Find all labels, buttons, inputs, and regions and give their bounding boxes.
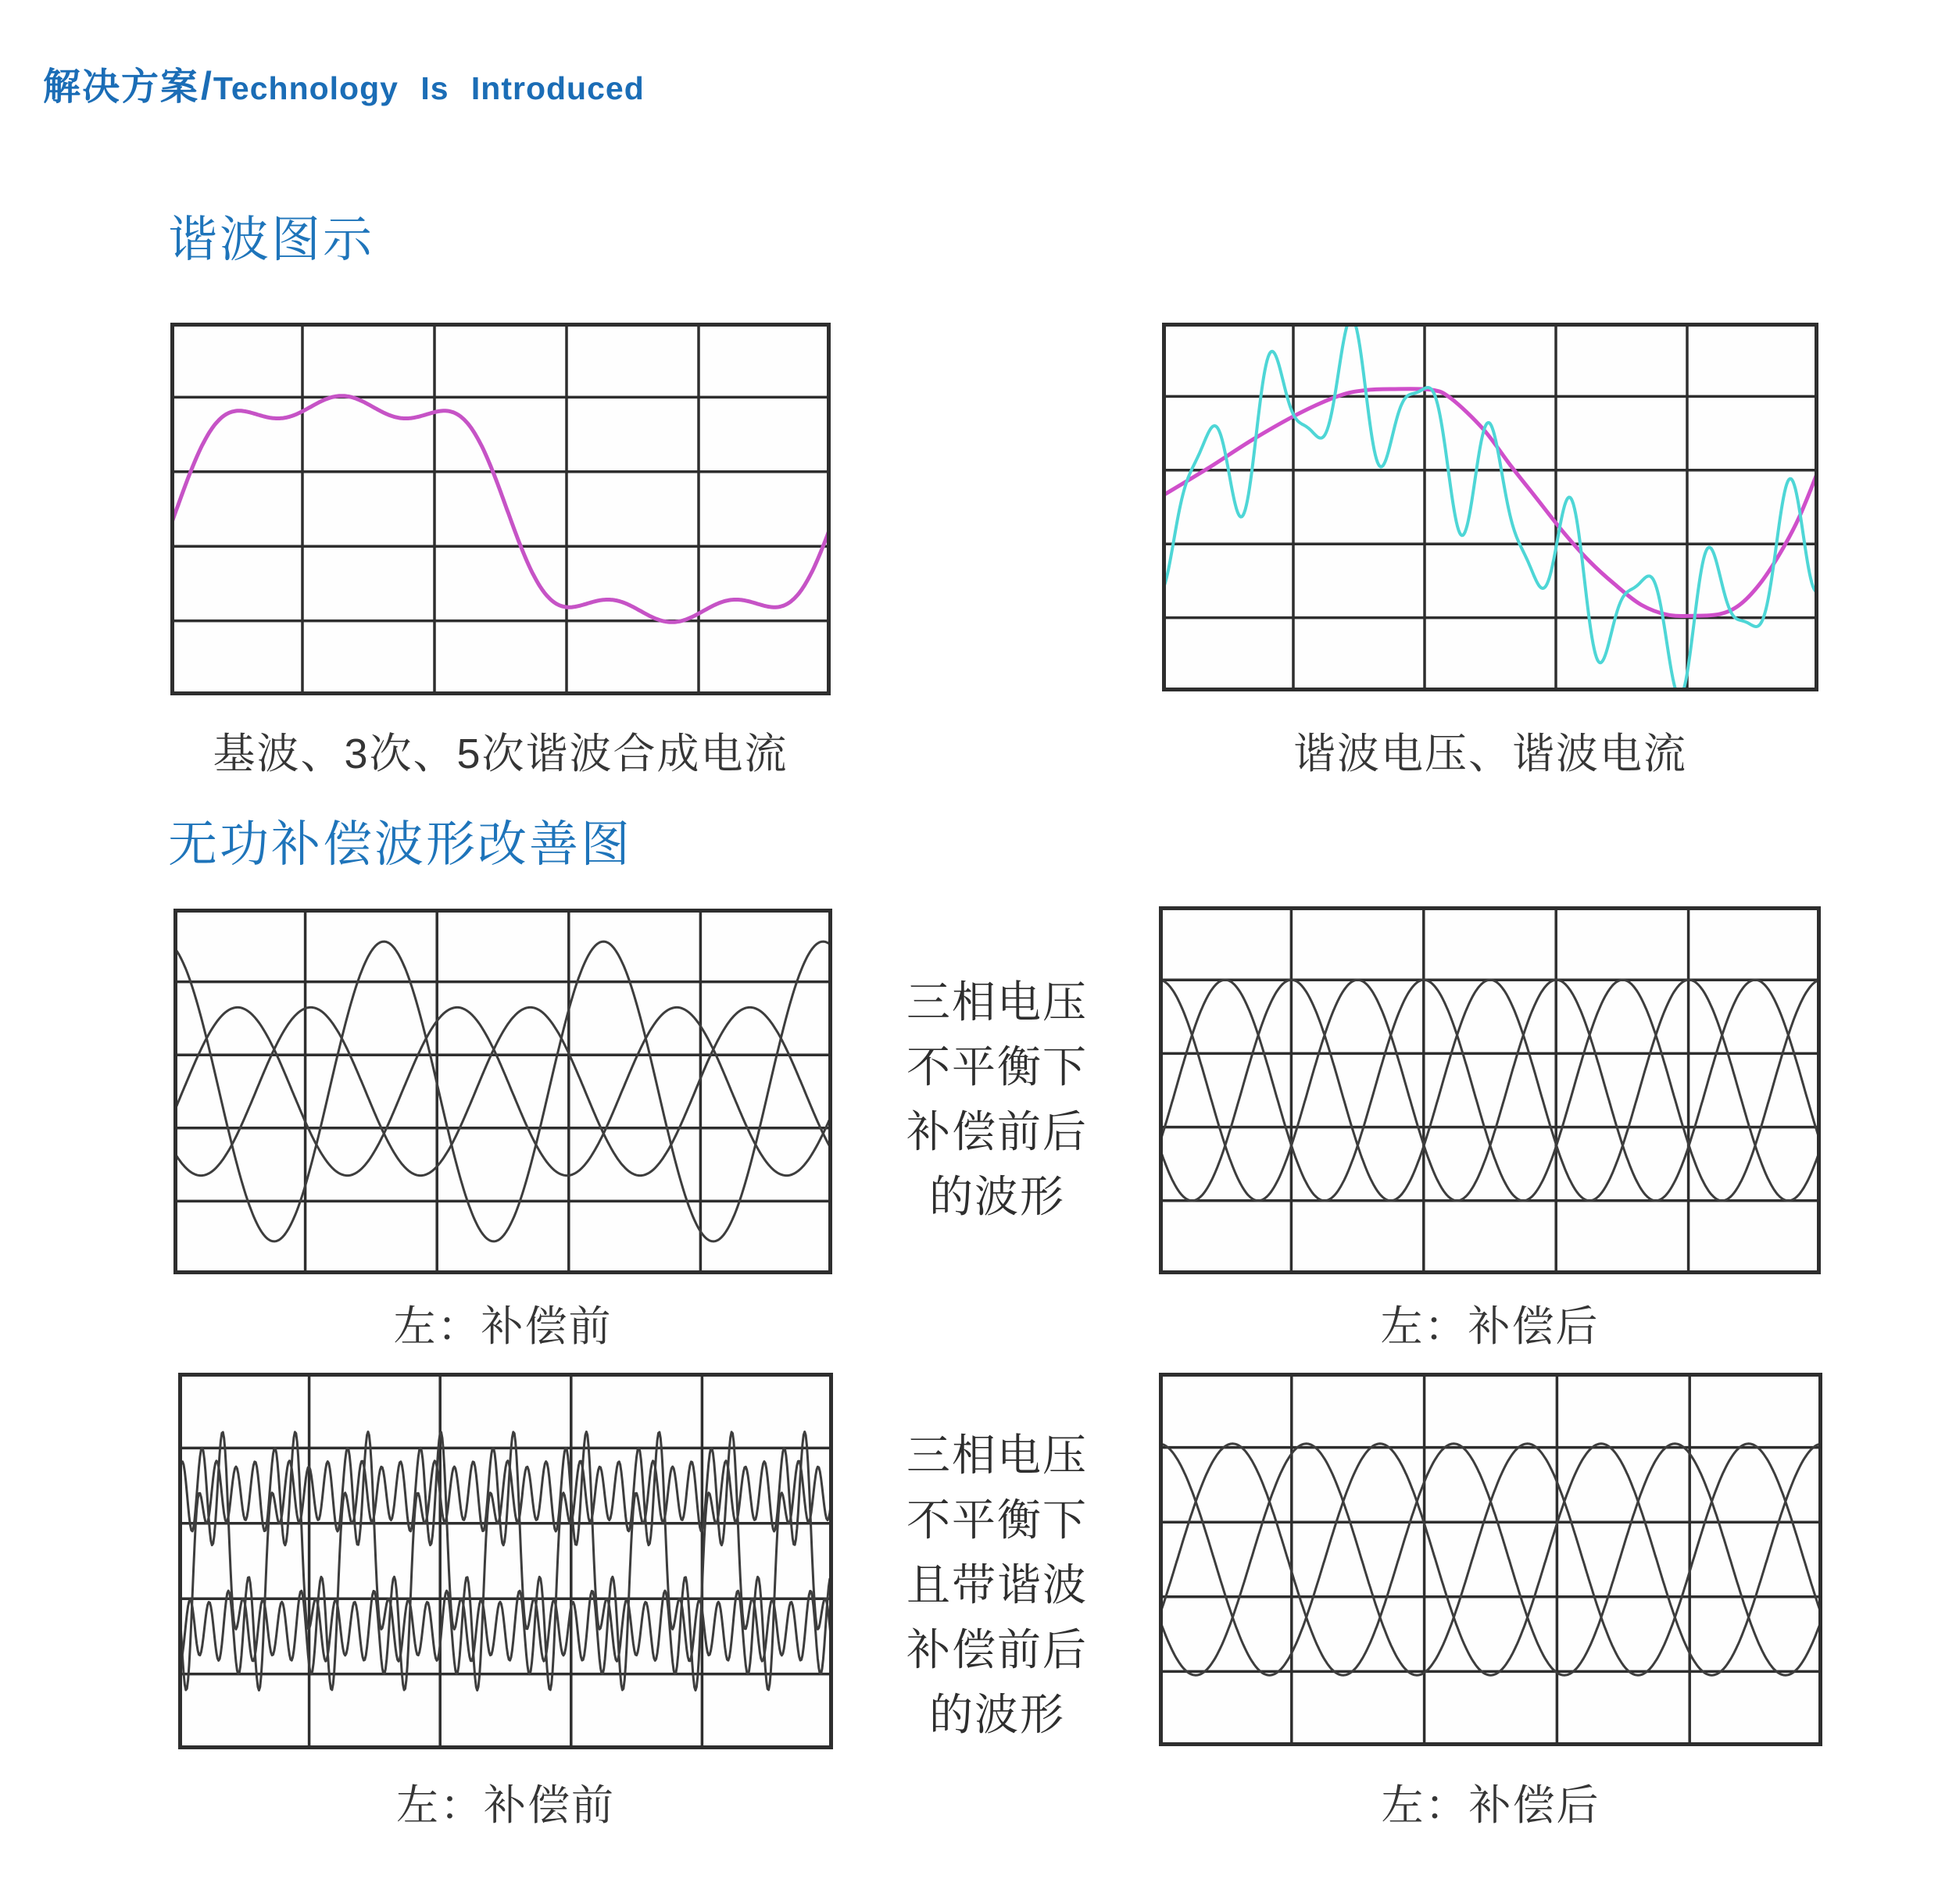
- grid-border: [1161, 1375, 1821, 1745]
- oscilloscope-grid-svg: [1162, 323, 1818, 691]
- caption-harmonic-voltage-current: 谐波电压、谐波电流: [1293, 731, 1687, 777]
- oscilloscope-grid-svg: [1159, 906, 1821, 1274]
- waveform-panel-unbalanced-before: [173, 909, 832, 1274]
- phase-c-wave: [173, 1007, 832, 1175]
- phase-a-wave: [173, 941, 832, 1241]
- waveform-panel-distorted-before: [178, 1373, 833, 1749]
- phase-c-wave: [1159, 1444, 1822, 1675]
- side-note-line: 补偿前后: [906, 1624, 1088, 1674]
- side-note-line: 三相电压: [906, 1431, 1088, 1480]
- side-note-line: 的波形: [929, 1171, 1065, 1221]
- side-note-line: 三相电压: [906, 977, 1088, 1027]
- oscilloscope-grid-svg: [173, 909, 832, 1274]
- section-title-compensation-improvement: 无功补偿波形改善图: [168, 817, 632, 872]
- side-note-distorted: [858, 1424, 1136, 1747]
- grid-lines: [1159, 1373, 1822, 1746]
- phase-b-wave: [1159, 1444, 1822, 1675]
- section-title-harmonic-diagram: 谐波图示: [168, 213, 374, 267]
- grid-border: [1161, 909, 1819, 1273]
- caption-distorted-before: 左：补偿前: [396, 1782, 615, 1829]
- caption-unbalanced-after: 左：补偿后: [1380, 1303, 1600, 1350]
- side-note-line: 且带谐波: [906, 1559, 1088, 1609]
- grid-lines: [1162, 323, 1818, 691]
- caption-distorted-after: 左：补偿后: [1381, 1782, 1600, 1829]
- harmonic-current-wave: [1162, 323, 1818, 691]
- oscilloscope-grid-svg: [178, 1373, 833, 1749]
- grid-lines: [178, 1373, 833, 1749]
- side-note-line: 不平衡下: [906, 1495, 1088, 1545]
- header-separator: /: [201, 64, 212, 108]
- phase-a-wave: [1159, 980, 1821, 1201]
- header-title-zh: 解决方案: [43, 66, 200, 108]
- side-note-unbalanced: [858, 970, 1136, 1230]
- waveform-panel-composite-current: [170, 323, 831, 695]
- header-title-en: Technology Is Introduced: [213, 70, 645, 106]
- caption-unbalanced-before: 左：补偿前: [393, 1303, 613, 1350]
- phase-b-wave: [1159, 980, 1821, 1201]
- composite-current-wave: [170, 396, 831, 623]
- phase-c-wave: [1159, 980, 1821, 1201]
- waveform-panel-distorted-after: [1159, 1373, 1822, 1746]
- caption-composite-current: 基波、3次、5次谐波合成电流: [213, 731, 788, 777]
- side-note-line: 的波形: [929, 1689, 1065, 1739]
- side-note-line: 补偿前后: [906, 1106, 1088, 1156]
- grid-border: [181, 1375, 831, 1748]
- waveform-panel-harmonic-voltage-current: [1162, 323, 1818, 691]
- grid-lines: [170, 323, 831, 695]
- waveform-panel-unbalanced-after: [1159, 906, 1821, 1274]
- grid-border: [173, 325, 829, 694]
- phase-a-wave: [1159, 1444, 1822, 1675]
- oscilloscope-grid-svg: [1159, 1373, 1822, 1746]
- oscilloscope-grid-svg: [170, 323, 831, 695]
- grid-lines: [1159, 906, 1821, 1274]
- side-note-line: 不平衡下: [906, 1041, 1088, 1091]
- page-header: [43, 56, 645, 110]
